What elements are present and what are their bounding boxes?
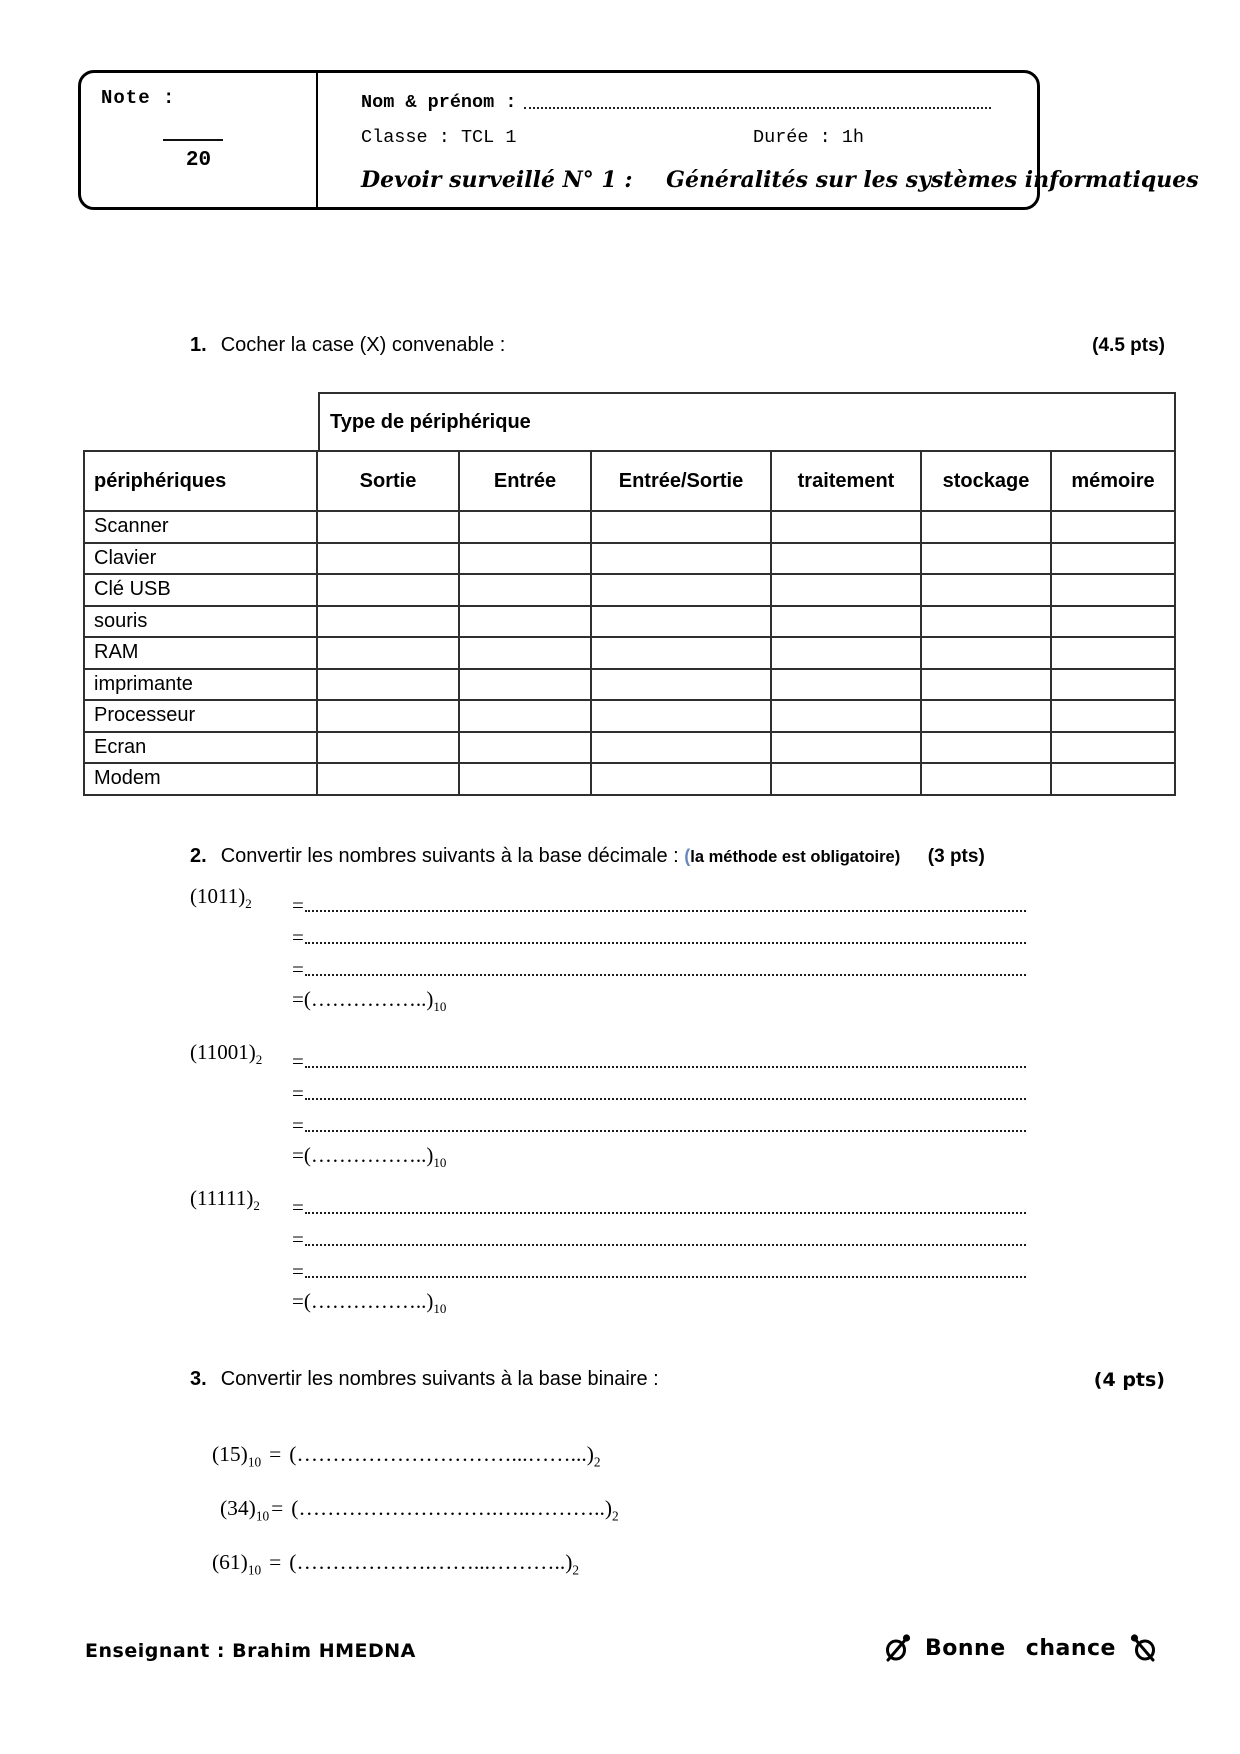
q1-text: Cocher la case (X) convenable :	[220, 334, 506, 356]
answer-lines	[292, 884, 1030, 1015]
checkbox-cell	[318, 575, 460, 607]
q2-block-1011	[190, 884, 1030, 1015]
note-score-line	[163, 139, 223, 141]
checkbox-cell	[922, 638, 1052, 670]
checkbox-cell	[1052, 670, 1176, 702]
binary-number-label: $(11111)_2$	[190, 1186, 260, 1214]
checkbox-cell	[318, 733, 460, 765]
column-header-entree-sortie: Entrée/Sortie	[592, 450, 772, 512]
checkbox-cell	[772, 575, 922, 607]
checkbox-cell	[460, 701, 592, 733]
dotted-line	[305, 974, 1026, 976]
binary-answer-slot: $(\dots\dots\dots\dots\dots\dots\dots\dots\dots\dots...\dots\dots...)_2$	[289, 1442, 601, 1470]
checkbox-cell	[592, 544, 772, 576]
checkbox-cell	[592, 670, 772, 702]
checkbox-cell	[922, 575, 1052, 607]
checkbox-cell	[1052, 638, 1176, 670]
answer-result: $=(\dots\dots\dots\dots\dots..)_{10}$	[292, 1143, 447, 1171]
q2-note: la méthode est obligatoire)	[690, 848, 901, 866]
checkbox-cell	[922, 607, 1052, 639]
dotted-line	[305, 1244, 1026, 1246]
checkbox-cell	[1052, 575, 1176, 607]
q1-points: (4.5 pts)	[1092, 335, 1165, 356]
column-header-stockage: stockage	[922, 450, 1052, 512]
checkbox-cell	[592, 764, 772, 796]
checkbox-cell	[922, 733, 1052, 765]
table-row-label: imprimante	[83, 670, 318, 702]
answer-line: =	[292, 1040, 1030, 1072]
teacher-name: Enseignant : Brahim HMEDNA	[85, 1640, 416, 1662]
class-value: TCL 1	[460, 127, 517, 148]
answer-result: $=(\dots\dots\dots\dots\dots..)_{10}$	[292, 1289, 447, 1317]
checkbox-cell	[460, 764, 592, 796]
checkbox-cell	[318, 512, 460, 544]
class-label: Classe :	[361, 127, 450, 148]
dotted-line	[305, 1130, 1026, 1132]
checkbox-cell	[460, 638, 592, 670]
checkbox-cell	[460, 733, 592, 765]
checkbox-cell	[318, 764, 460, 796]
checkbox-cell	[460, 670, 592, 702]
answer-line: =	[292, 916, 1030, 948]
checkbox-cell	[592, 512, 772, 544]
exam-title-row	[361, 167, 1199, 193]
q3-number: 3.	[190, 1368, 207, 1390]
checkbox-cell	[592, 638, 772, 670]
table-row-label: Modem	[83, 764, 318, 796]
checkbox-cell	[772, 544, 922, 576]
table-row-label: souris	[83, 607, 318, 639]
answer-line: =	[292, 1072, 1030, 1104]
q2-block-11111	[190, 1186, 1030, 1317]
header-fields	[321, 73, 1199, 207]
decimal-number-label: $(15)_{10}$	[212, 1442, 262, 1470]
column-header-peripheriques: périphériques	[83, 450, 318, 512]
checkbox-cell	[1052, 733, 1176, 765]
binary-number-label: $(11001)_2$	[190, 1040, 263, 1068]
checkbox-cell	[592, 575, 772, 607]
duration-label: Durée :	[753, 127, 831, 148]
table-row-label: Ecran	[83, 733, 318, 765]
answer-result: $=(\dots\dots\dots\dots\dots..)_{10}$	[292, 987, 447, 1015]
checkbox-cell	[922, 512, 1052, 544]
checkbox-cell	[460, 544, 592, 576]
name-label: Nom & prénom :	[361, 92, 517, 113]
column-header-entree: Entrée	[460, 450, 592, 512]
dotted-line	[305, 1212, 1026, 1214]
q3-line-34: $(34)_{10}=$ $(\dots\dots\dots\dots\dots\dots\dots\dots\dots.\dots..\dots\dots\dots..)_2$	[220, 1496, 619, 1524]
header-box	[78, 70, 1199, 210]
checkbox-cell	[592, 733, 772, 765]
answer-line: =	[292, 1218, 1030, 1250]
checkbox-cell	[772, 670, 922, 702]
checkbox-cell	[922, 670, 1052, 702]
checkbox-cell	[460, 607, 592, 639]
decimal-number-label: $(34)_{10}$	[220, 1496, 270, 1524]
table-row-label: Clé USB	[83, 575, 318, 607]
checkbox-cell	[1052, 607, 1176, 639]
table-row-label: Scanner	[83, 512, 318, 544]
checkbox-cell	[922, 544, 1052, 576]
column-header-sortie: Sortie	[318, 450, 460, 512]
note-section	[81, 73, 318, 207]
checkbox-cell	[318, 638, 460, 670]
checkbox-cell	[772, 512, 922, 544]
table-row-label: RAM	[83, 638, 318, 670]
checkbox-cell	[922, 764, 1052, 796]
dotted-line	[305, 1066, 1026, 1068]
dotted-line	[305, 942, 1026, 944]
checkbox-cell	[1052, 764, 1176, 796]
good-luck-text: Bonne chance	[925, 1635, 1116, 1661]
exam-title-subject: Généralités sur les systèmes informatiques	[666, 167, 1199, 193]
checkbox-cell	[922, 701, 1052, 733]
answer-lines	[292, 1186, 1030, 1317]
note-total: 20	[185, 149, 212, 172]
binary-number-label: $(1011)_2$	[190, 884, 252, 912]
decimal-number-label: $(61)_{10}$	[212, 1550, 262, 1578]
binary-answer-slot: $(\dots\dots\dots\dots\dots\dots.\dots\dots...\dots\dots\dots..)_2$	[289, 1550, 580, 1578]
table-ghost-cell	[83, 392, 318, 450]
note-label: Note :	[101, 87, 176, 109]
pencil-icon	[1130, 1633, 1156, 1663]
q3-line-15: $(15)_{10}$ = $(\dots\dots\dots\dots\dots\dots\dots\dots\dots\dots...\dots\dots...)_2$	[212, 1442, 601, 1470]
checkbox-cell	[592, 701, 772, 733]
checkbox-cell	[318, 544, 460, 576]
table-row-label: Processeur	[83, 701, 318, 733]
table-group-header: Type de périphérique	[318, 392, 1176, 450]
column-header-traitement: traitement	[772, 450, 922, 512]
duration-value: 1h	[841, 127, 865, 148]
pencil-icon	[885, 1633, 911, 1663]
name-row	[361, 85, 997, 113]
checkbox-cell	[318, 670, 460, 702]
peripherals-table	[83, 392, 1176, 796]
answer-line: =	[292, 948, 1030, 980]
q2-heading	[190, 845, 1180, 868]
answer-line: =	[292, 884, 1030, 916]
dotted-line	[305, 1276, 1026, 1278]
answer-line: =	[292, 1250, 1030, 1282]
q2-note-paren: (	[684, 846, 691, 866]
checkbox-cell	[772, 701, 922, 733]
q2-number: 2.	[190, 845, 207, 867]
class-duration-row	[361, 127, 997, 155]
checkbox-cell	[772, 764, 922, 796]
checkbox-cell	[1052, 544, 1176, 576]
dotted-line	[305, 910, 1026, 912]
answer-lines	[292, 1040, 1030, 1171]
q2-block-11001	[190, 1040, 1030, 1171]
checkbox-cell	[772, 638, 922, 670]
binary-answer-slot: $(\dots\dots\dots\dots\dots\dots\dots\dots\dots.\dots..\dots\dots\dots..)_2$	[291, 1496, 619, 1524]
good-luck-banner	[885, 1633, 1156, 1663]
checkbox-cell	[772, 607, 922, 639]
answer-line: =	[292, 1186, 1030, 1218]
q1-heading	[190, 334, 1165, 357]
checkbox-cell	[1052, 512, 1176, 544]
answer-line: =	[292, 1104, 1030, 1136]
checkbox-cell	[592, 607, 772, 639]
checkbox-cell	[318, 701, 460, 733]
table-row-label: Clavier	[83, 544, 318, 576]
q2-points: (3 pts)	[927, 846, 985, 867]
checkbox-cell	[772, 733, 922, 765]
checkbox-cell	[460, 575, 592, 607]
checkbox-cell	[318, 607, 460, 639]
dotted-line	[305, 1098, 1026, 1100]
checkbox-cell	[460, 512, 592, 544]
name-dotted-line	[524, 107, 991, 109]
q3-text: Convertir les nombres suivants à la base binaire :	[220, 1368, 659, 1390]
q3-line-61: $(61)_{10}$ = $(\dots\dots\dots\dots\dots\dots.\dots\dots...\dots\dots\dots..)_2$	[212, 1550, 580, 1578]
q1-number: 1.	[190, 334, 207, 356]
column-header-memoire: mémoire	[1052, 450, 1176, 512]
duration-field	[753, 127, 864, 148]
q3-points: (4 pts)	[1093, 1369, 1165, 1391]
q2-text: Convertir les nombres suivants à la base décimale :	[220, 845, 679, 867]
exam-title: Devoir surveillé N° 1 :	[361, 167, 633, 193]
checkbox-cell	[1052, 701, 1176, 733]
q3-heading	[190, 1368, 1165, 1391]
